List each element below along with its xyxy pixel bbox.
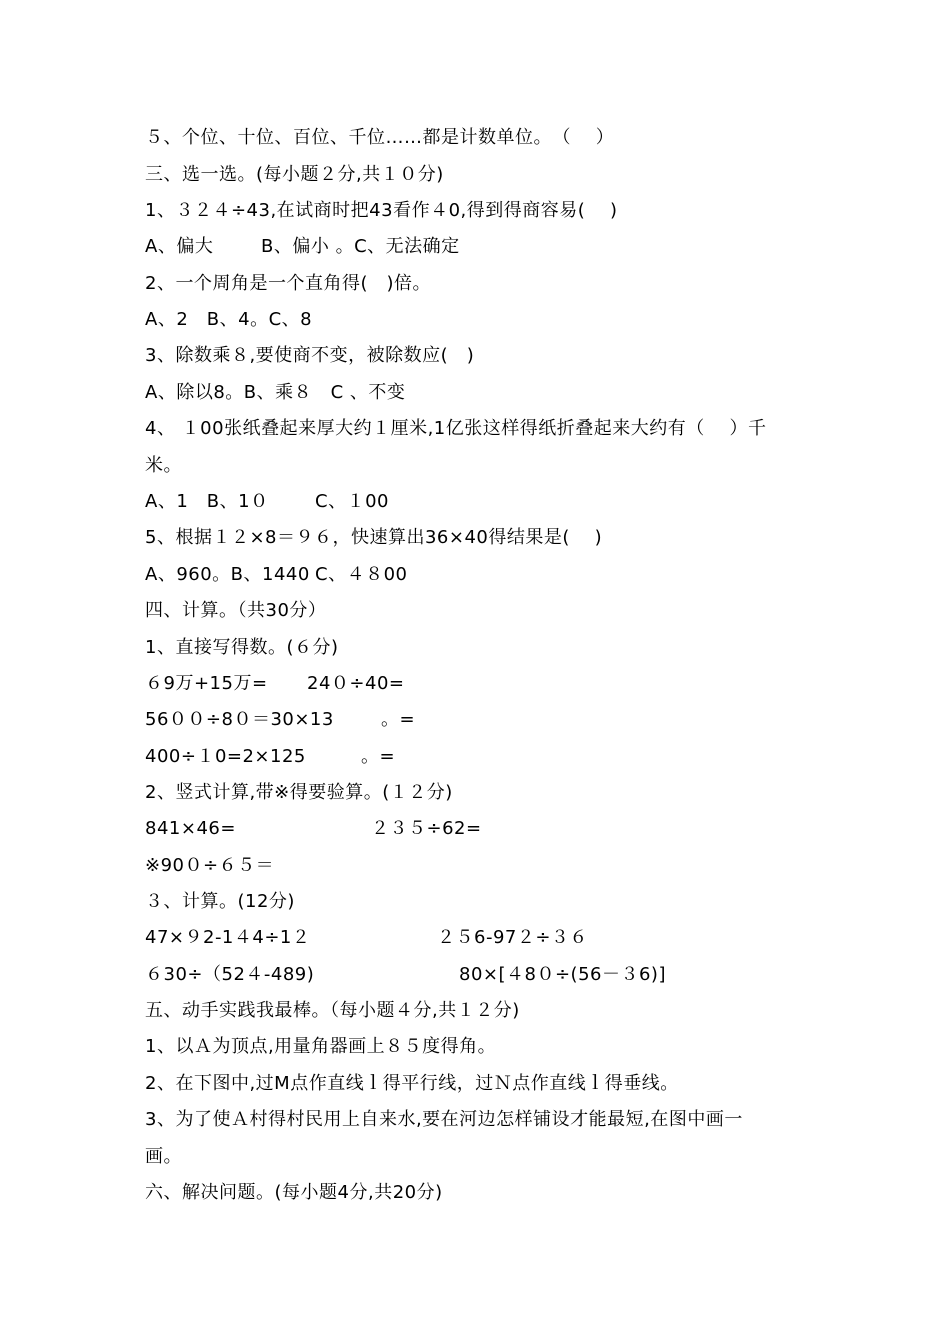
question-5-2 [145, 1066, 845, 1102]
section-heading: 五、动手实践我最棒。（每小题４分,共１２分) [145, 1000, 520, 1021]
question-3-3-options [145, 375, 845, 411]
expression-row-2 [145, 957, 845, 993]
question-3-1 [145, 193, 845, 229]
question-text: 1、以Ａ为顶点,用量角器画上８５度得角。 [145, 1036, 497, 1057]
question-4-2 [145, 775, 845, 811]
question-4-3 [145, 884, 845, 920]
calc-item: 400÷１0=2×125 [145, 746, 306, 767]
question-text: 2、竖式计算,带※得要验算。(１２分) [145, 782, 453, 803]
section-3-heading [145, 157, 845, 193]
question-text: 5、根据１２×8＝９６，快速算出36×40得结果是( ) [145, 527, 603, 548]
question-3-1-options [145, 229, 845, 265]
section-5-heading [145, 993, 845, 1029]
section-heading: 三、选一选。(每小题２分,共１０分) [145, 164, 444, 185]
calc-item: 。= [381, 709, 416, 730]
calc-item: ２５6-97２÷３６ [437, 927, 588, 948]
vertical-calc-row-2 [145, 848, 845, 884]
question-5-3 [145, 1102, 845, 1138]
calc-item: ６30÷（52４-489) [145, 964, 315, 985]
question-3-5 [145, 520, 845, 556]
question-text: 3、为了使Ａ村得村民用上自来水,要在河边怎样铺设才能最短,在图中画一 [145, 1109, 743, 1130]
option-c: C、４８00 [315, 564, 408, 585]
option-b-c: B、偏小 。C、无法确定 [261, 236, 460, 257]
question-text: 3、除数乘８,要使商不变，被除数应( ) [145, 345, 475, 366]
question-text: 米。 [145, 455, 182, 476]
option-a-b: A、1 B、1０ [145, 491, 269, 512]
question-text: ５、个位、十位、百位、千位……都是计数单位。 （ ） [145, 127, 615, 148]
calc-row-2 [145, 702, 845, 738]
question-text: 2、一个周角是一个直角得( )倍。 [145, 273, 431, 294]
question-3-3 [145, 338, 845, 374]
question-4-1 [145, 630, 845, 666]
section-4-heading [145, 593, 845, 629]
calc-item: 47×９2-1４4÷1２ [145, 927, 311, 948]
question-text: 1、直接写得数。(６分) [145, 637, 339, 658]
question-text: 2、在下图中,过M点作直线ｌ得平行线，过Ｎ点作直线ｌ得垂线。 [145, 1073, 679, 1094]
question-text: 4、 １00张纸叠起来厚大约１厘米,1亿张这样得纸折叠起来大约有（ ）千 [145, 418, 767, 439]
section-heading: 四、计算。（共30分） [145, 600, 327, 621]
calc-row-3 [145, 739, 845, 775]
expression-row-1 [145, 920, 845, 956]
section-6-heading [145, 1175, 845, 1211]
calc-item: 24０÷40= [307, 673, 405, 694]
option-a-b: A、960。B、1440 [145, 564, 310, 585]
section-heading: 六、解决问题。(每小题4分,共20分) [145, 1182, 443, 1203]
question-3-4-continued [145, 448, 845, 484]
option-a: A、偏大 [145, 236, 214, 257]
question-3-2-options [145, 302, 845, 338]
question-3-2 [145, 266, 845, 302]
options: A、除以8。B、乘８ C 、不变 [145, 382, 406, 403]
calc-item: 841×46= [145, 818, 236, 839]
question-2-5 [145, 120, 845, 156]
calc-item: ６9万+15万= [145, 673, 268, 694]
question-3-4-options [145, 484, 845, 520]
question-5-1 [145, 1029, 845, 1065]
calc-item: 。= [361, 746, 396, 767]
calc-item: ２３５÷62= [371, 818, 482, 839]
question-5-3-continued [145, 1139, 845, 1175]
vertical-calc-row-1 [145, 811, 845, 847]
question-3-4 [145, 411, 845, 447]
calc-item: 56００÷8０＝30×13 [145, 709, 334, 730]
calc-row-1 [145, 666, 845, 702]
question-text: 画。 [145, 1146, 182, 1167]
option-c: C、１00 [315, 491, 389, 512]
calc-item: ※90０÷６５＝ [145, 855, 275, 876]
question-3-5-options [145, 557, 845, 593]
options: A、2 B、4。C、8 [145, 309, 313, 330]
question-text: ３、计算。(12分) [145, 891, 295, 912]
question-text: 1、３２４÷43,在试商时把43看作４0,得到得商容易( ) [145, 200, 618, 221]
calc-item: 80×[４8０÷(56－３6)] [459, 964, 666, 985]
